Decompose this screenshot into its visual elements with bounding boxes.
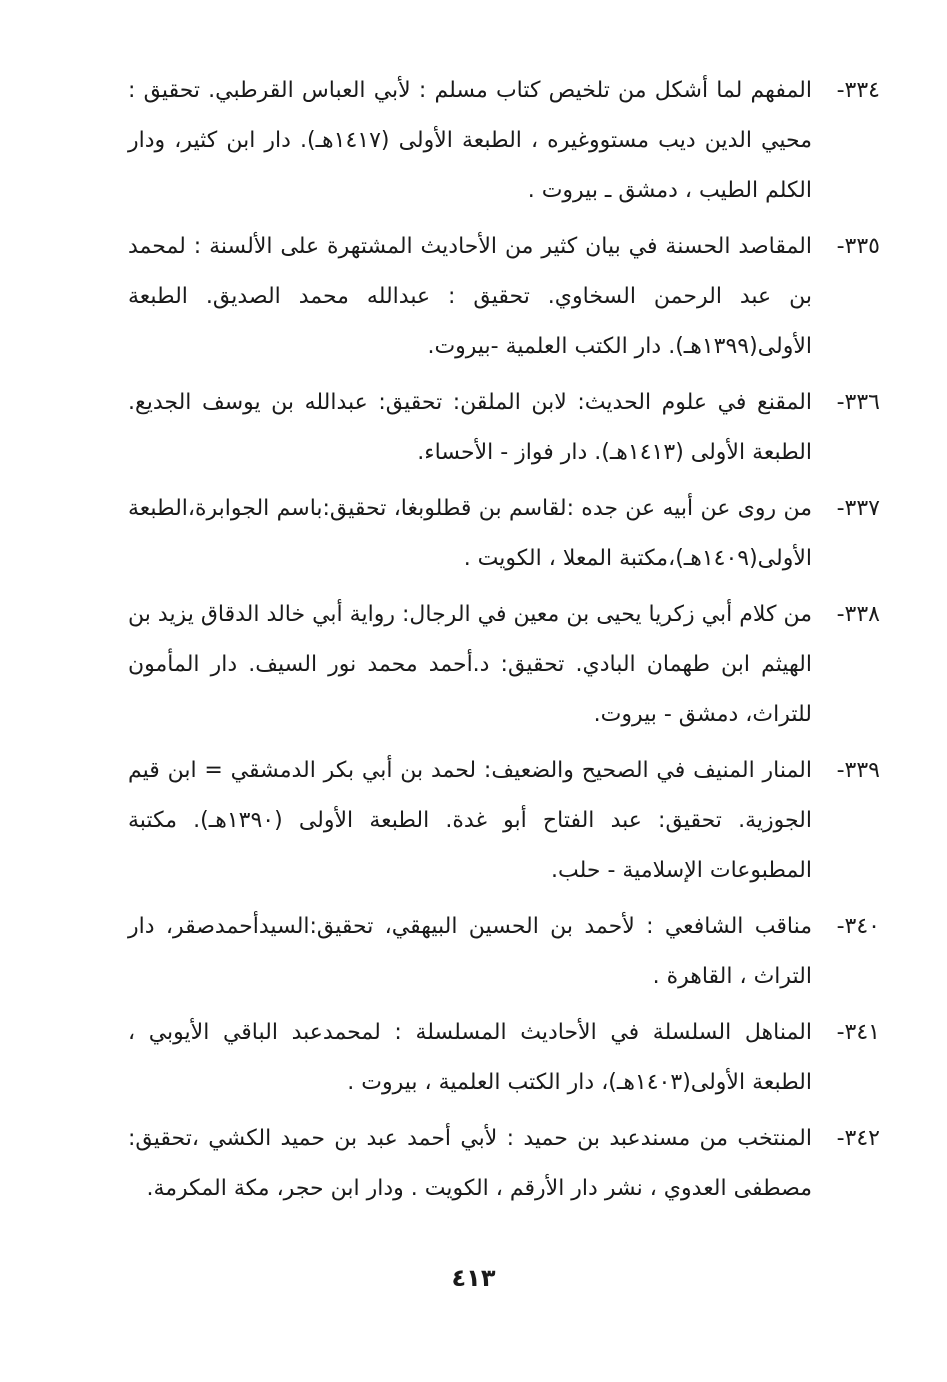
entry-text: المفهم لما أشكل من تلخيص كتاب مسلم : لأبي العباس القرطبي. تحقيق : محيي الدين ديب مستووغيره ، الطبعة الأولى (١٤١٧هـ). دار ابن كثير، ودار الكلم الطيب ، دمشق ـ بيروت .: [128, 78, 812, 203]
bibliography-entry: [128, 66, 880, 216]
entry-number: ٣٣٩-: [836, 758, 880, 783]
entry-text: المناهل السلسلة في الأحاديث المسلسلة : لمحمدعبد الباقي الأيوبي ، الطبعة الأولى(١٤٠٣هـ)، دار الكتب العلمية ، بيروت .: [128, 1020, 812, 1095]
bibliography-entry: [128, 378, 880, 478]
entry-text: المنتخب من مسندعبد بن حميد : لأبي أحمد عبد بن حميد الكشي ،تحقيق: مصطفى العدوي ، نشر دار الأرقم ، الكويت . ودار ابن حجر، مكة المكرمة.: [128, 1126, 812, 1201]
bibliography-entry: [128, 222, 880, 372]
bibliography-entry: [128, 1008, 880, 1108]
entry-number: ٣٣٦-: [836, 390, 880, 415]
page-number: ٤١٣: [451, 1264, 496, 1292]
bibliography-entry: [128, 484, 880, 584]
bibliography-entry: [128, 902, 880, 1002]
entry-text: المقنع في علوم الحديث: لابن الملقن: تحقيق: عبدالله بن يوسف الجديع. الطبعة الأولى (١٤١٣هـ). دار فواز - الأحساء.: [128, 390, 812, 465]
bibliography-entry: [128, 590, 880, 740]
entry-number: ٣٤٢-: [836, 1126, 880, 1151]
entry-text: من كلام أبي زكريا يحيى بن معين في الرجال: رواية أبي خالد الدقاق يزيد بن الهيثم ابن طهمان البادي. تحقيق: د.أحمد محمد نور السيف. دار المأمون للتراث، دمشق - بيروت.: [128, 602, 812, 727]
entry-number: ٣٤٠-: [836, 914, 880, 939]
entry-number: ٣٣٨-: [836, 602, 880, 627]
bibliography-list: [128, 66, 880, 1220]
entry-text: المنار المنيف في الصحيح والضعيف: لحمد بن أبي بكر الدمشقي = ابن قيم الجوزية. تحقيق: عبد الفتاح أبو غدة. الطبعة الأولى (١٣٩٠هـ). مكتبة المطبوعات الإسلامية - حلب.: [128, 758, 812, 883]
entry-text: مناقب الشافعي : لأحمد بن الحسين البيهقي، تحقيق:السيدأحمدصقر، دار التراث ، القاهرة .: [128, 914, 812, 989]
entry-number: ٣٣٥-: [836, 234, 880, 259]
entry-text: من روى عن أبيه عن جده :لقاسم بن قطلوبغا، تحقيق:باسم الجوابرة،الطبعة الأولى(١٤٠٩هـ)،مكتبة المعلا ، الكويت .: [128, 496, 812, 571]
bibliography-entry: [128, 1114, 880, 1214]
entry-text: المقاصد الحسنة في بيان كثير من الأحاديث المشتهرة على الألسنة : لمحمد بن عبد الرحمن السخاوي. تحقيق : عبدالله محمد الصديق. الطبعة الأولى(١٣٩٩هـ). دار الكتب العلمية -بيروت.: [128, 234, 812, 359]
entry-number: ٣٤١-: [836, 1020, 880, 1045]
entry-number: ٣٣٤-: [836, 78, 880, 103]
entry-number: ٣٣٧-: [836, 496, 880, 521]
bibliography-entry: [128, 746, 880, 896]
